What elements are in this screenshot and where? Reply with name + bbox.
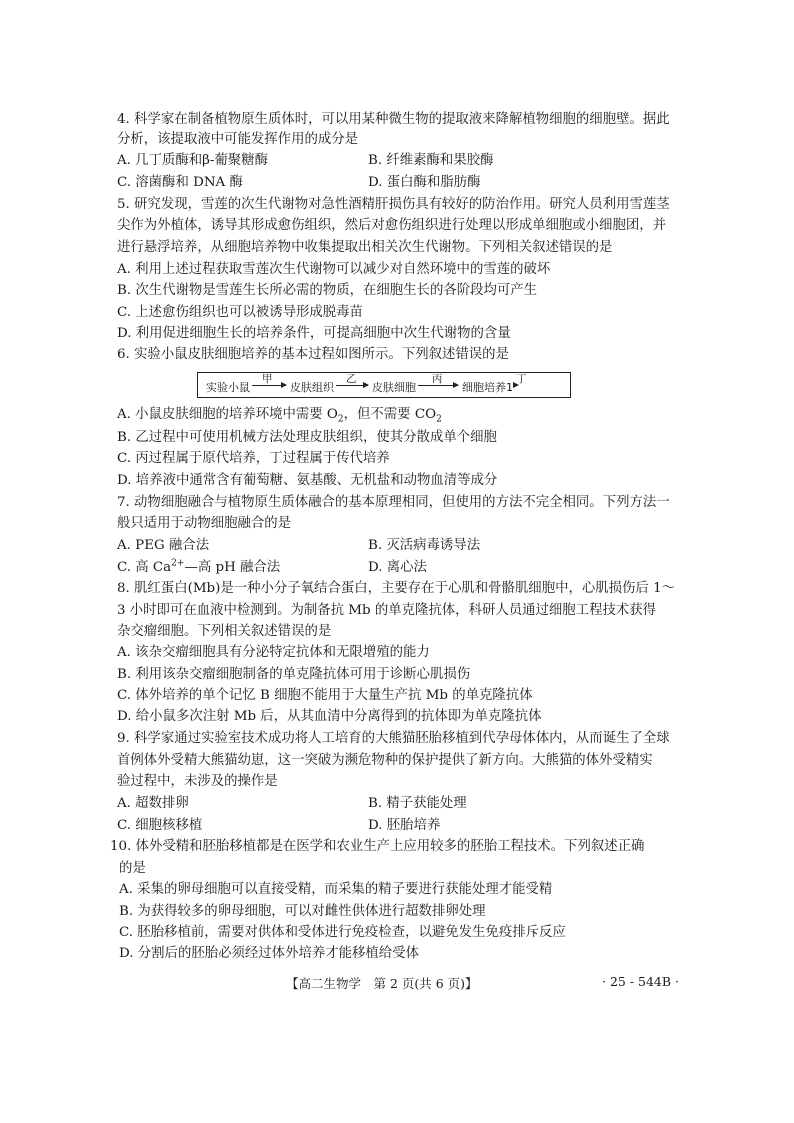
question-5-stem-line-2: 尖作为外植体，诱导其形成愈伤组织，然后对愈伤组织进行处理以形成单细胞或小细胞团，并 <box>117 218 667 233</box>
culture-flow-diagram <box>197 372 571 398</box>
flow-arrow-2 <box>336 373 368 386</box>
question-10-stem-line-2: 的是 <box>119 861 146 876</box>
question-7-option-c-text-1: C. 高 Ca <box>117 560 172 575</box>
question-7-option-d: D. 离心法 <box>368 560 427 575</box>
flow-arrow-3 <box>418 373 458 386</box>
question-9-stem-line-1: 9. 科学家通过实验室技术成功将人工培育的大熊猫胚胎移植到代孕母体体内，从而诞生了全球 <box>117 731 670 746</box>
question-6-option-b: B. 乙过程中可使用机械方法处理皮肤组织，使其分散成单个细胞 <box>117 430 497 445</box>
question-5-option-a: A. 利用上述过程获取雪莲次生代谢物可以减少对自然环境中的雪莲的破坏 <box>117 262 551 277</box>
question-6-option-a-text-1: A. 小鼠皮肤细胞的培养环境中需要 O <box>117 407 338 422</box>
question-4-option-b: B. 纤维素酶和果胶酶 <box>368 153 494 168</box>
question-4-option-a: A. 几丁质酶和β-葡聚糖酶 <box>117 153 268 168</box>
question-4-stem-line-2: 分析，该提取液中可能发挥作用的成分是 <box>117 132 359 147</box>
question-7-option-c-text-2: —高 pH 融合法 <box>184 560 281 575</box>
question-10-option-a: A. 采集的卵母细胞可以直接受精，而采集的精子要进行获能处理才能受精 <box>119 882 553 897</box>
question-6-option-c: C. 丙过程属于原代培养，丁过程属于传代培养 <box>117 451 390 466</box>
flow-label-yi: 乙 <box>346 373 357 385</box>
flow-label-jia: 甲 <box>262 373 273 385</box>
question-10-option-d: D. 分割后的胚胎必须经过体外培养才能移植给受体 <box>119 946 419 961</box>
flow-node-skin-cells: 皮肤细胞 <box>372 381 416 394</box>
flow-arrow-1 <box>252 373 286 386</box>
question-8-stem-line-3: 杂交瘤细胞。下列相关叙述错误的是 <box>117 624 332 639</box>
page-footer-title: 【高二生物学 第 2 页(共 6 页)】 <box>286 976 478 991</box>
flow-node-culture-1: 细胞培养1 <box>462 381 513 394</box>
flow-label-bing: 丙 <box>432 373 443 385</box>
page-footer-code: · 25 - 544B · <box>602 974 680 989</box>
question-8-option-d: D. 给小鼠多次注射 Mb 后，从其血清中分离得到的抗体即为单克隆抗体 <box>117 709 542 724</box>
question-5-stem-line-1: 5. 研究发现，雪莲的次生代谢物对急性酒精肝损伤具有较好的防治作用。研究人员利用雪莲茎 <box>117 197 670 212</box>
question-9-option-c: C. 细胞核移植 <box>117 818 203 833</box>
question-8-option-b: B. 利用该杂交瘤细胞制备的单克隆抗体可用于诊断心肌损伤 <box>117 667 471 682</box>
question-4-option-c: C. 溶菌酶和 DNA 酶 <box>117 175 243 190</box>
question-5-option-c: C. 上述愈伤组织也可以被诱导形成脱毒苗 <box>117 305 363 320</box>
question-5-option-d: D. 利用促进细胞生长的培养条件，可提高细胞中次生代谢物的含量 <box>117 326 511 341</box>
o2-subscript: 2 <box>337 414 344 425</box>
question-6-option-d: D. 培养液中通常含有葡萄糖、氨基酸、无机盐和动物血清等成分 <box>117 473 498 488</box>
question-7-stem-line-1: 7. 动物细胞融合与植物原生质体融合的基本原理相同，但使用的方法不完全相同。下列方法一 <box>117 495 670 510</box>
flow-label-ding: 丁 <box>516 373 527 385</box>
question-8-stem-line-2: 3 小时即可在血液中检测到。为制备抗 Mb 的单克隆抗体，科研人员通过细胞工程技术获得 <box>117 603 657 618</box>
question-10-stem-line-1: 10. 体外受精和胚胎移植都是在医学和农业生产上应用较多的胚胎工程技术。下列叙述正确 <box>110 839 645 854</box>
question-6-option-a-text-2: ，但不需要 CO <box>343 407 437 422</box>
question-9-option-a: A. 超数排卵 <box>117 796 189 811</box>
question-8-option-c: C. 体外培养的单个记忆 B 细胞不能用于大量生产抗 Mb 的单克隆抗体 <box>117 688 533 703</box>
question-4-stem-line-1: 4. 科学家在制备植物原生质体时，可以用某种微生物的提取液来降解植物细胞的细胞壁。据此 <box>117 112 670 127</box>
question-4-option-d: D. 蛋白酶和脂肪酶 <box>368 175 481 190</box>
question-7-option-a: A. PEG 融合法 <box>117 538 210 553</box>
flow-node-skin-tissue: 皮肤组织 <box>290 381 334 394</box>
question-7-option-c <box>117 559 280 577</box>
ca-superscript: 2+ <box>171 558 185 569</box>
question-5-stem-line-3: 进行悬浮培养，从细胞培养物中收集提取出相关次生代谢物。下列相关叙述错误的是 <box>117 240 613 255</box>
question-7-stem-line-2: 般只适用于动物细胞融合的是 <box>117 516 292 531</box>
question-7-option-b: B. 灭活病毒诱导法 <box>368 538 481 553</box>
question-10-option-b: B. 为获得较多的卵母细胞，可以对雌性供体进行超数排卵处理 <box>119 904 486 919</box>
question-8-option-a: A. 该杂交瘤细胞具有分泌特定抗体和无限增殖的能力 <box>117 645 430 660</box>
question-9-option-d: D. 胚胎培养 <box>368 818 441 833</box>
question-9-option-b: B. 精子获能处理 <box>368 796 467 811</box>
question-6-option-a <box>117 406 442 424</box>
co2-subscript: 2 <box>436 414 442 425</box>
question-9-stem-line-2: 首例体外受精大熊猫幼崽，这一突破为濒危物种的保护提供了新方向。大熊猫的体外受精实 <box>117 753 653 768</box>
question-5-option-b: B. 次生代谢物是雪莲生长所必需的物质，在细胞生长的各阶段均可产生 <box>117 283 538 298</box>
question-10-option-c: C. 胚胎移植前，需要对供体和受体进行免疫检查，以避免发生免疫排斥反应 <box>119 925 566 940</box>
question-6-stem-line-1: 6. 实验小鼠皮肤细胞培养的基本过程如图所示。下列叙述错误的是 <box>117 347 509 362</box>
question-9-stem-line-3: 验过程中，未涉及的操作是 <box>117 774 278 789</box>
flow-node-mouse: 实验小鼠 <box>206 381 250 394</box>
question-8-stem-line-1: 8. 肌红蛋白(Mb)是一种小分子氧结合蛋白，主要存在于心肌和骨骼肌细胞中，心肌损伤后 1～ <box>117 581 675 596</box>
